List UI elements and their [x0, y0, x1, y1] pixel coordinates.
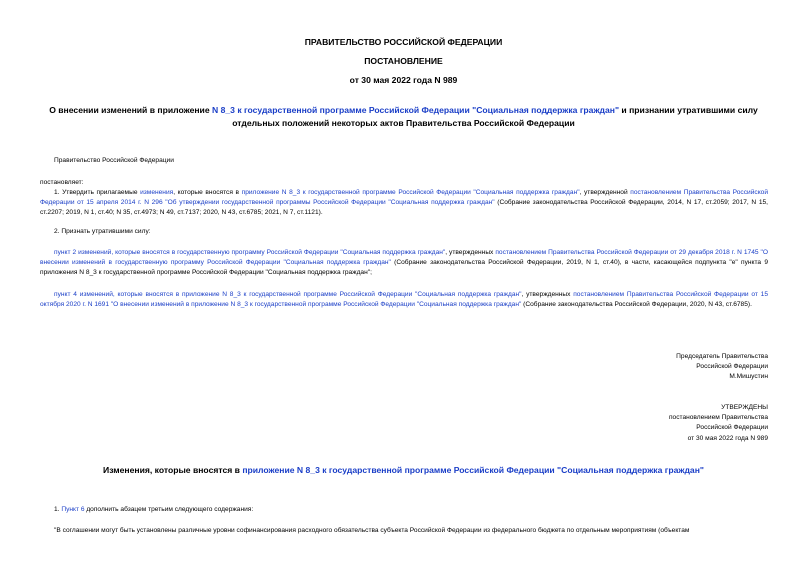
document-date-number: от 30 мая 2022 года N 989: [349, 75, 458, 85]
document-title: [38, 104, 769, 130]
repeal-2-text-c: (Собрание законодательства Российской Федерации, 2020, N 43, ст.6785).: [521, 301, 752, 309]
change-item-1: [40, 505, 768, 515]
changes-title: [0, 465, 807, 475]
item-1-text-d: (Собрание законодательства Российской Федерации, 2014, N 17, ст.2059; 2017, N 15, ст.2207; 2019, N 1, ст.40; N 35, ст.4973; N 49, ст.7137; 2020, N 43, ст.6785; 2021, N 7, ст.1121).: [40, 199, 769, 217]
changes-annex-link[interactable]: изменений, которые вносятся в приложение N 8_3 к государственной программе Российской Федерации "Социальная поддержка граждан": [79, 291, 522, 298]
intro-text: Правительство Российской Федерации: [54, 157, 174, 164]
repeal-2-text-b: , утвержденных: [521, 291, 574, 298]
item-1-text-a: 1. Утвердить прилагаемые: [54, 189, 141, 196]
repeal-item-2: [40, 290, 768, 310]
resolution-296-link[interactable]: постановлением Правительства Российской Федерации от 15 апреля 2014 г. N 296 "Об утверждении государственной программы Российской Федерации "Социальная поддержка граждан": [40, 189, 768, 207]
signature-block: [676, 352, 768, 383]
changes-program-link[interactable]: изменений, которые вносятся в государственную программу Российской Федерации "Социальная поддержка граждан": [78, 249, 446, 256]
decrees-text: постановляет:: [40, 179, 84, 186]
title-text-line2: отдельных положений некоторых актов Правительства Российской Федерации: [232, 118, 575, 128]
resolution-1745-link[interactable]: постановлением Правительства Российской Федерации от 29 декабря 2018 г. N 1745 "О внесении изменений в государственную программу Российской Федерации "Социальная поддержка граждан": [40, 249, 768, 267]
signature-name: М.Мишустин: [729, 373, 768, 381]
changes-title-link[interactable]: приложение N 8_3 к государственной программе Российской Федерации "Социальная поддержка граждан": [242, 465, 704, 475]
approval-block: [669, 403, 768, 444]
item-2: 2. Признать утратившими силу:: [54, 228, 151, 235]
change-1-text: дополнить абзацем третьим следующего содержания:: [84, 506, 254, 513]
point-6-link[interactable]: Пункт 6: [61, 506, 85, 513]
item-1: [40, 188, 768, 219]
change-1-number: 1.: [54, 506, 62, 513]
repeal-item-1: [40, 248, 768, 279]
changes-title-text: Изменения, которые вносятся в: [103, 465, 243, 475]
point-4-link[interactable]: пункт 4: [54, 291, 77, 298]
document-type: ПОСТАНОВЛЕНИЕ: [364, 56, 443, 66]
annex-link[interactable]: приложение N 8_3 к государственной программе Российской Федерации "Социальная поддержка граждан": [241, 189, 580, 196]
point-2-link[interactable]: пункт 2: [54, 249, 77, 256]
approval-line-3: Российской Федерации: [696, 424, 768, 432]
item-1-text-b: , которые вносятся в: [173, 189, 242, 196]
approval-line-2: постановлением Правительства: [668, 414, 768, 422]
repeal-1-text-c: (Собрание законодательства Российской Федерации, 2019, N 1, ст.40), в части, касающейся подпункта "е" пункта 9 приложения N 8_3 к государственной программе Российской Федерации "Социальная поддержка граждан";: [40, 259, 768, 277]
signature-position: Председатель Правительства: [676, 353, 768, 360]
government-heading: ПРАВИТЕЛЬСТВО РОССИЙСКОЙ ФЕДЕРАЦИИ: [304, 37, 503, 47]
title-text-1: О внесении изменений в приложение: [49, 105, 212, 115]
resolution-1691-link[interactable]: постановлением Правительства Российской Федерации от 15 октября 2020 г. N 1691 "О внесении изменений в приложение N 8_3 к государственной программе Российской Федерации "Социальная поддержка граждан": [40, 291, 768, 309]
title-text-2: и признании утратившими силу: [619, 105, 758, 115]
quote-text: "В соглашении могут быть установлены различные уровни софинансирования расходного обязательства субъекта Российской Федерации из федерального бюджета по отдельным мероприятиям (объектам: [54, 527, 690, 534]
signature-country: Российской Федерации: [696, 363, 768, 371]
title-link[interactable]: N 8_3 к государственной программе Российской Федерации "Социальная поддержка граждан": [212, 105, 620, 115]
repeal-1-text-b: , утвержденных: [445, 249, 496, 256]
item-1-text-c: , утвержденной: [579, 189, 631, 196]
approval-heading: УТВЕРЖДЕНЫ: [721, 404, 768, 411]
changes-link[interactable]: изменения: [140, 189, 174, 196]
approval-line-4: от 30 мая 2022 года N 989: [687, 434, 768, 442]
